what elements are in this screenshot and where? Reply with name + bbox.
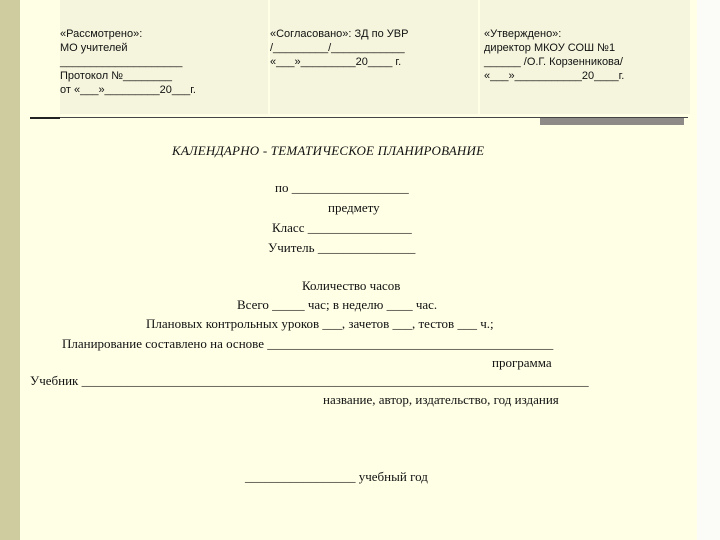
hours-heading: Количество часов — [302, 278, 401, 293]
right-margin-strip — [697, 0, 720, 540]
textbook-line: Учебник ______________________________________________________________________________ — [30, 373, 589, 388]
agreed-title: «Согласовано»: ЗД по УВР — [270, 28, 409, 40]
subject-line: по __________________ — [275, 180, 409, 195]
basis-caption: программа — [492, 355, 552, 370]
header-divider-bar — [540, 118, 684, 125]
approved-position: директор МКОУ СОШ №1 — [484, 42, 616, 54]
considered-committee: МО учителей — [60, 42, 128, 54]
basis-line: Планирование составлено на основе ____________________________________________ — [62, 336, 554, 351]
agreed-date: «___»_________20____ г. — [270, 56, 402, 68]
approval-considered — [60, 0, 268, 114]
subject-caption: предмету — [328, 200, 380, 215]
approval-approved — [480, 0, 690, 114]
considered-protocol: Протокол №________ — [60, 70, 172, 82]
hours-total-line: Всего _____ час; в неделю ____ час. — [237, 297, 438, 312]
plan-title: КАЛЕНДАРНО - ТЕМАТИЧЕСКОЕ ПЛАНИРОВАНИЕ — [172, 143, 485, 158]
school-year-line: _________________ учебный год — [245, 469, 428, 484]
considered-date: от «___»_________20___г. — [60, 84, 196, 96]
teacher-line: Учитель _______________ — [268, 240, 416, 255]
textbook-caption: название, автор, издательство, год издания — [323, 392, 559, 407]
considered-blank: ____________________ — [60, 56, 183, 68]
considered-title: «Рассмотрено»: — [60, 28, 143, 40]
approval-agreed — [270, 0, 478, 114]
left-accent-bar — [0, 0, 20, 540]
approved-title: «Утверждено»: — [484, 28, 562, 40]
class-line: Класс ________________ — [272, 220, 412, 235]
approved-signature: ______ /О.Г. Корзенникова/ — [484, 56, 623, 68]
control-works-line: Плановых контрольных уроков ___, зачетов ___, тестов ___ ч.; — [146, 316, 494, 331]
header-divider-stub — [30, 117, 60, 119]
agreed-signature: /_________/____________ — [270, 42, 405, 54]
approved-date: «___»___________20____г. — [484, 70, 625, 82]
